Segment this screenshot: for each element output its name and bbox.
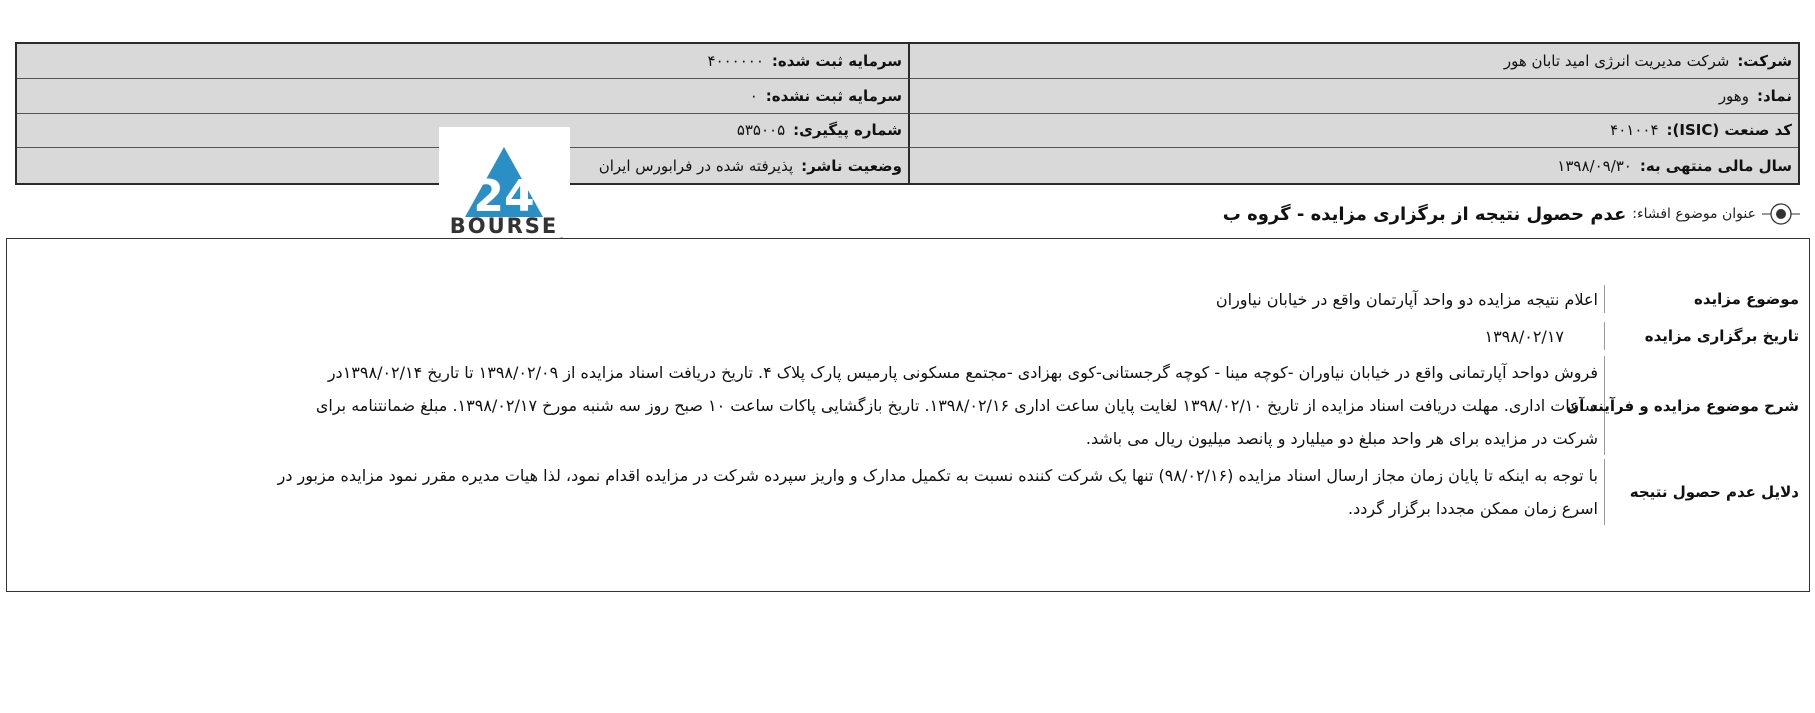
topic-row [1216,285,1809,313]
auction-details-box [6,238,1810,592]
registered-capital-label: سرمایه ثبت شده: [771,51,902,70]
topic-value: اعلام نتیجه مزایده دو واحد آپارتمان واقع در خیابان نیاوران [1215,289,1598,309]
company-label: شرکت: [1737,51,1792,70]
target-bullet-icon [1762,202,1800,226]
description-value [316,356,1604,455]
symbol-cell [908,79,1798,114]
fiscal-year-value: ۱۳۹۸/۰۹/۳۰ [1557,156,1632,175]
symbol-label: نماد: [1756,86,1792,105]
logo-text: BOURSE [449,214,559,238]
symbol-value: وهور [1718,86,1749,105]
topic-label: موضوع مزایده [1604,285,1809,313]
tracking-number-value: ۵۳۵۰۰۵ [736,121,786,140]
reasons-label: دلایل عدم حصول نتیجه [1604,459,1809,525]
registered-capital-value: ۴۰۰۰۰۰۰ [707,51,764,70]
isic-value: ۴۰۱۰۰۴ [1610,121,1659,140]
description-label: شرح موضوع مزایده و فرآیند آن [1604,356,1809,455]
publisher-status-label: وضعیت ناشر: [801,156,902,175]
bourse24-logo [439,127,570,245]
company-info-table [15,42,1800,185]
description-row [316,356,1809,455]
subject-label: عنوان موضوع افشاء: [1632,206,1756,222]
unregistered-capital-cell [17,79,908,114]
registered-capital-cell [17,44,908,79]
publisher-status-value: پذیرفته شده در فرابورس ایران [598,156,794,175]
tracking-number-label: شماره پیگیری: [793,121,902,140]
subject-value: عدم حصول نتیجه از برگزاری مزایده - گروه ب [1222,203,1627,225]
description-line: فروش دواحد آپارتمانی واقع در خیابان نیاوران -کوچه مینا - کوچه گرجستانی-کوی بهزادی -مجتمع مسکونی پارمیس پارک پلاک ۴. تاریخ دریافت اسناد مزایده از ۱۳۹۸/۰۲/۰۹ تا تاریخ ۱۳۹۸/۰۲/۱۴در [327,363,1598,382]
description-line: شرکت در مزایده برای هر واحد مبلغ دو میلیارد و پانصد میلیون ریال می باشد. [1085,429,1598,448]
date-label: تاریخ برگزاری مزایده [1604,322,1809,350]
unregistered-capital-label: سرمایه ثبت نشده: [765,86,902,105]
isic-label: کد صنعت (ISIC): [1666,121,1792,140]
unregistered-capital-value: ۰ [749,86,758,105]
fiscal-year-cell [908,148,1798,183]
date-row [1484,322,1809,350]
company-value: شرکت مدیریت انرژی امید تابان هور [1503,51,1730,70]
reasons-line: با توجه به اینکه تا پایان زمان مجاز ارسال اسناد مزایده (۹۸/۰۲/۱۶) تنها یک شرکت کننده نسبت به تکمیل مدارک و واریز سپرده شرکت در مزایده اقدام نمود، لذا هیات مدیره مقرر نمود مزایده مزبور در [277,466,1598,485]
logo-number: 24 [473,171,535,222]
reasons-row [278,459,1809,525]
disclosure-subject [1223,202,1800,226]
reasons-value [278,459,1604,525]
fiscal-year-label: سال مالی منتهی به: [1639,156,1792,175]
reasons-line: اسرع زمان ممکن مجددا برگزار گردد. [1348,499,1598,518]
company-cell [908,44,1798,79]
description-line: ساعات اداری. مهلت دریافت اسناد مزایده از تاریخ ۱۳۹۸/۰۲/۱۰ لغایت پایان ساعت اداری ۱۳۹۸/۰۲/۱۶. تاریخ بازگشایی پاکات ساعت ۱۰ صبح روز سه شنبه مورخ ۱۳۹۸/۰۲/۱۷. مبلغ ضمانتنامه برای [315,396,1598,415]
date-value: ۱۳۹۸/۰۲/۱۷ [1484,326,1564,346]
isic-cell [908,114,1798,149]
